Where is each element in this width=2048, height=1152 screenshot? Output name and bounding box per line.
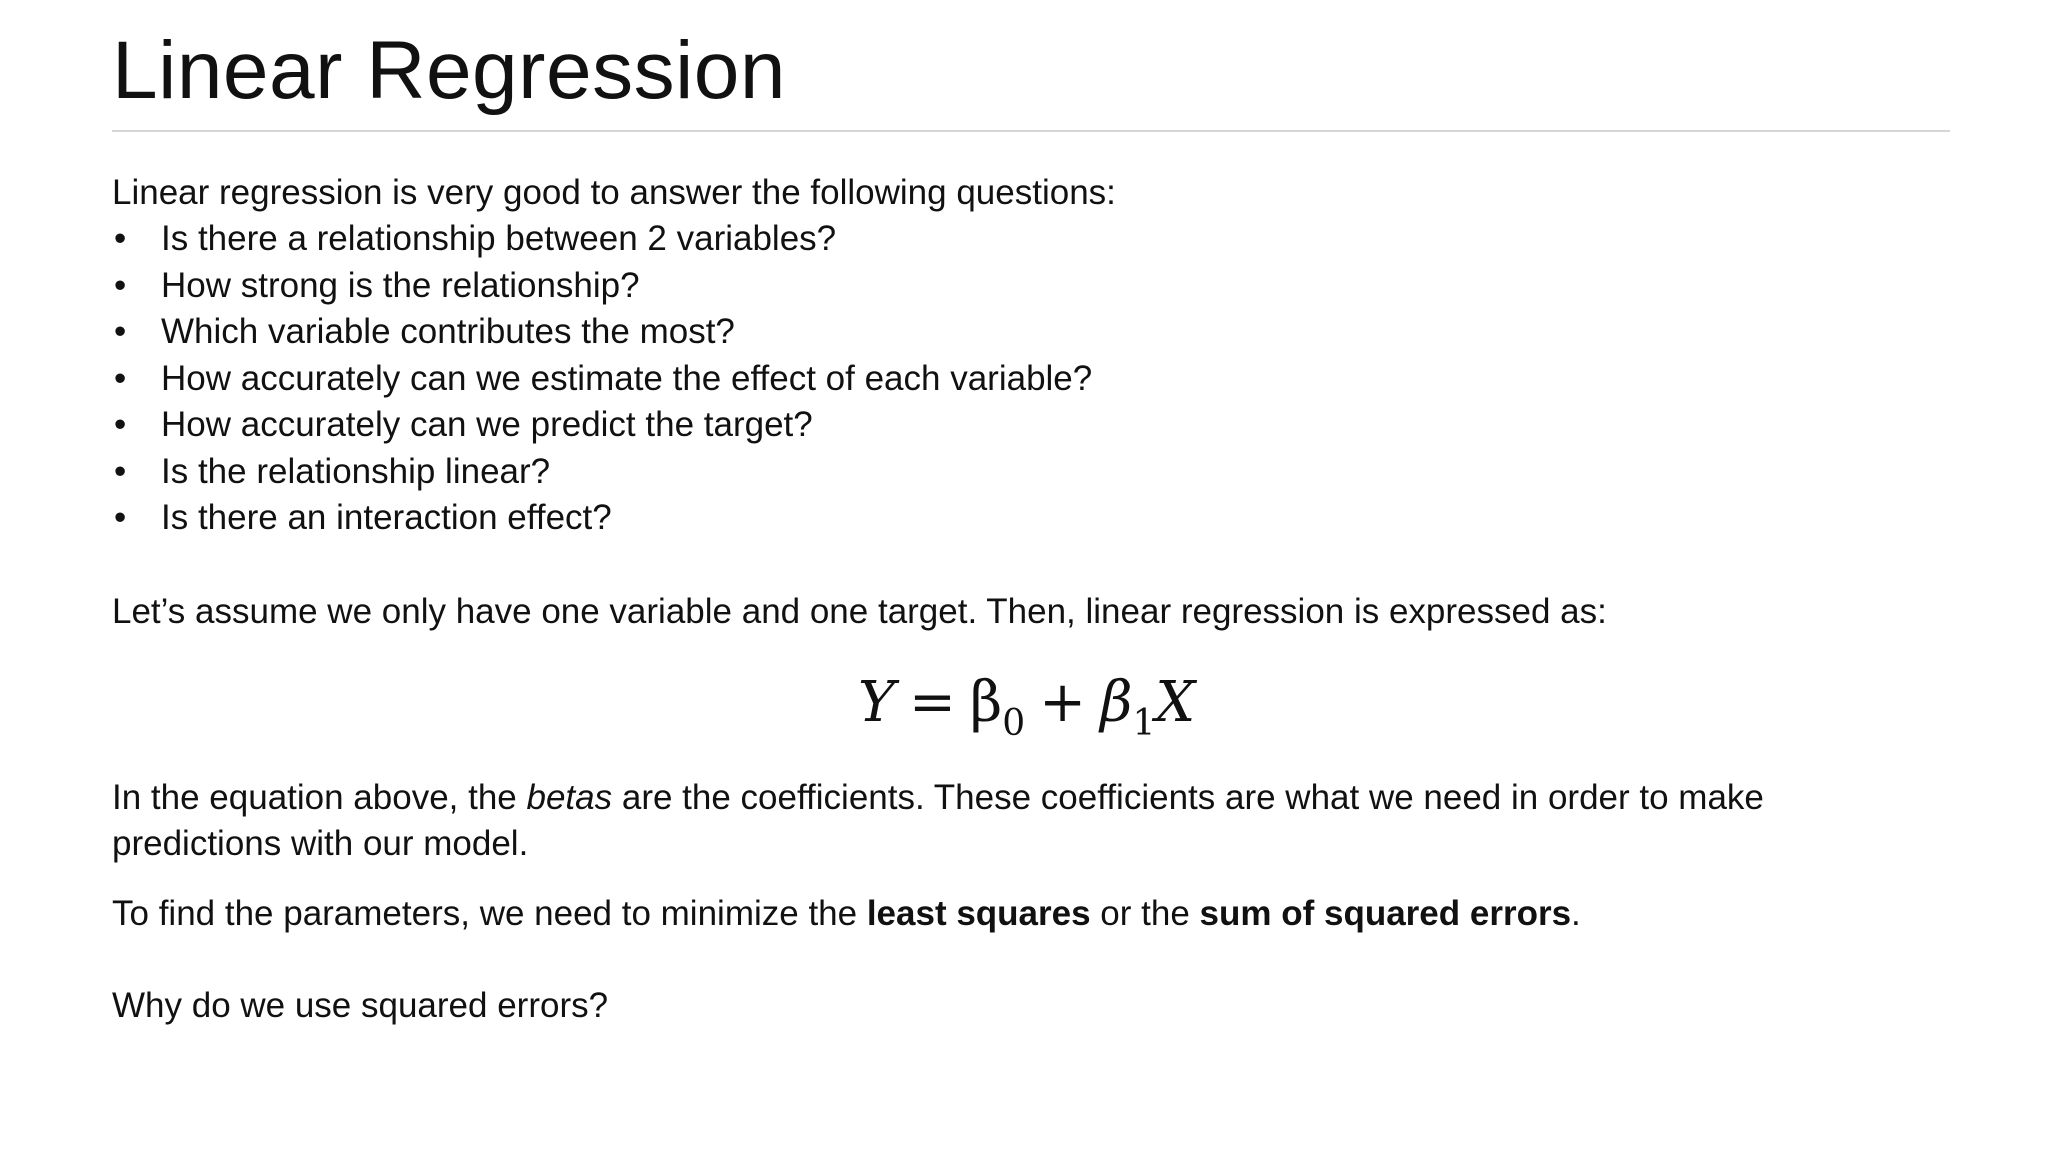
- bold-least-squares: least squares: [866, 894, 1091, 933]
- equation-beta0: β: [969, 670, 1003, 735]
- list-item: [112, 356, 1092, 403]
- list-item-text: How strong is the relationship?: [161, 265, 640, 305]
- list-item-text: Is there a relationship between 2 variables?: [161, 219, 837, 258]
- list-item: [112, 216, 1092, 263]
- bullet-icon: •: [114, 451, 127, 491]
- equation-y: Y: [858, 670, 895, 735]
- bullet-icon: •: [114, 312, 127, 351]
- list-item: [112, 309, 1092, 356]
- parameters-paragraph: [112, 891, 1581, 937]
- intro-text: Linear regression is very good to answer the following questions:: [112, 173, 1116, 212]
- list-item: [112, 449, 1092, 496]
- question-list: [112, 216, 1092, 542]
- paragraph-text: In the equation above, the: [112, 778, 527, 817]
- list-item: [112, 495, 1092, 542]
- paragraph-text: .: [1571, 894, 1581, 933]
- list-item: [112, 263, 1092, 310]
- bullet-icon: •: [114, 265, 127, 305]
- slide-title: Linear Regression: [112, 25, 786, 116]
- bold-sum-of-squared-errors: sum of squared errors: [1199, 894, 1572, 933]
- equation-equals: =: [908, 670, 956, 735]
- equation-x: X: [1155, 670, 1196, 735]
- list-item-text: How accurately can we estimate the effect of each variable?: [161, 358, 1093, 398]
- assumption-text: Let’s assume we only have one variable and one target. Then, linear regression is expressed as:: [112, 592, 1607, 631]
- coefficients-paragraph: [112, 775, 1912, 867]
- list-item-text: Which variable contributes the most?: [161, 312, 735, 351]
- bullet-icon: •: [114, 219, 127, 258]
- paragraph-text: To find the parameters, we need to minimize the: [112, 894, 867, 933]
- emphasis-betas: betas: [526, 778, 613, 817]
- title-divider: [112, 130, 1950, 132]
- equation-beta0-subscript: 0: [1002, 703, 1026, 744]
- list-item-text: How accurately can we predict the target?: [161, 405, 813, 444]
- list-item-text: Is there an interaction effect?: [161, 498, 612, 537]
- equation-beta1: β: [1100, 670, 1133, 735]
- list-item-text: Is the relationship linear?: [161, 451, 551, 491]
- bullet-icon: •: [114, 405, 127, 444]
- paragraph-text: are the coefficients. These coefficients are what we need in order to make predictions with our model.: [112, 778, 1764, 863]
- closing-question: Why do we use squared errors?: [112, 986, 609, 1025]
- equation-beta1-subscript: 1: [1132, 703, 1156, 744]
- bullet-icon: •: [114, 498, 127, 537]
- paragraph-text: or the: [1090, 894, 1200, 933]
- equation-plus: +: [1039, 670, 1087, 735]
- regression-equation: [858, 668, 1195, 759]
- bullet-icon: •: [114, 358, 127, 398]
- list-item: [112, 402, 1092, 449]
